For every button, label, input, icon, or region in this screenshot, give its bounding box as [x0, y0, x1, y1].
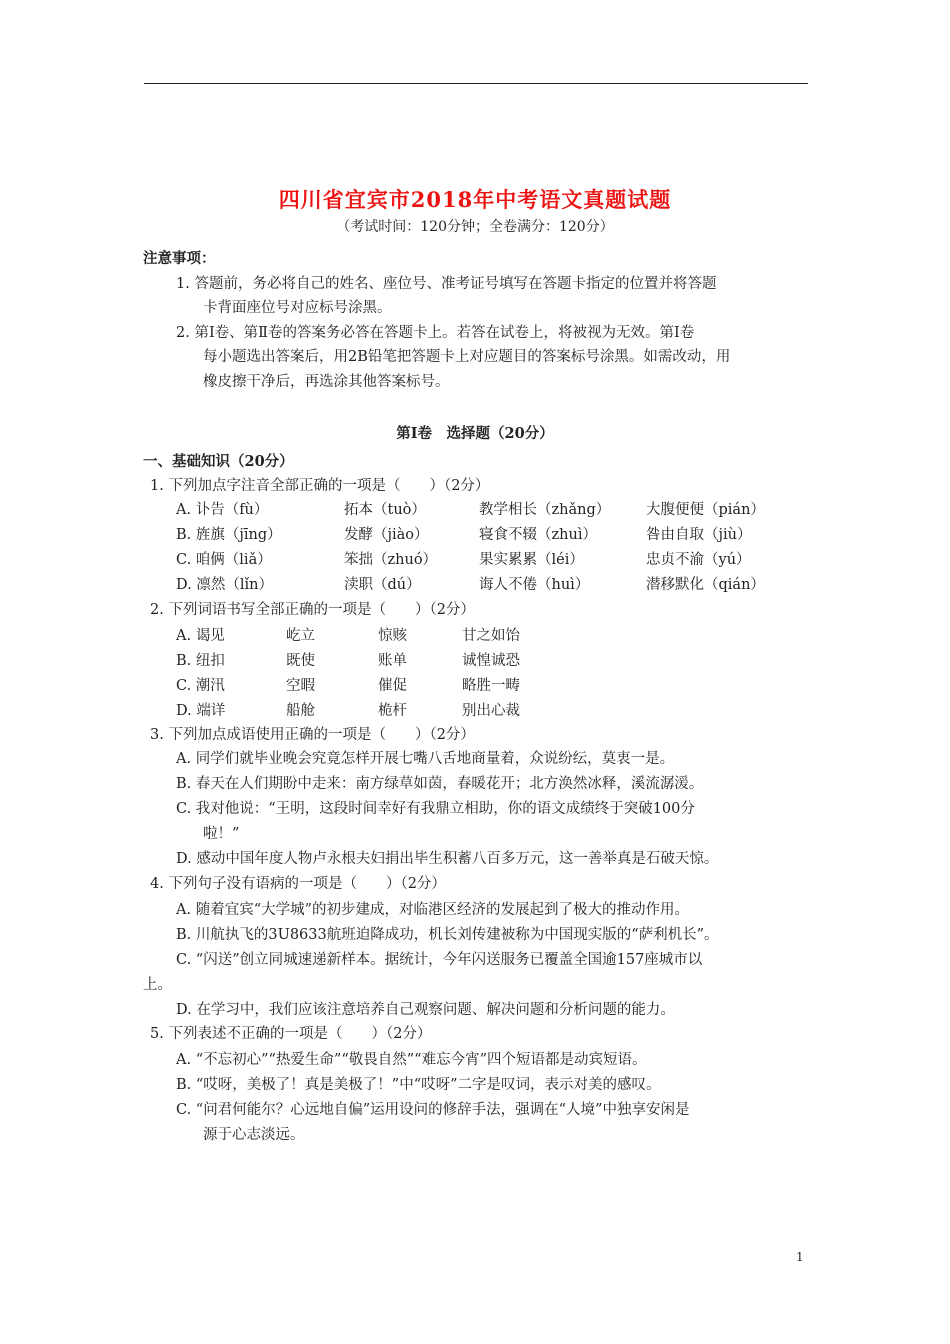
option-cell: 桅杆 [378, 703, 407, 719]
question-5-stem: 5. 下列表述不正确的一项是（ ）（2分） [150, 1026, 432, 1042]
notice-heading: 注意事项： [143, 250, 216, 267]
option-cell: 账单 [378, 653, 407, 669]
option-cell: 咎由自取（jiù） [646, 527, 752, 543]
option-cell: 寝食不辍（zhuì） [479, 527, 597, 543]
option-cell: 空暇 [286, 678, 315, 694]
option-cell: 略胜一畴 [462, 678, 520, 694]
part-heading: 一、基础知识（20分） [143, 453, 294, 470]
option-cell: B. 旌旗（jīng） [176, 527, 282, 543]
header-rule [144, 83, 808, 84]
option-cell: D. 凛然（lǐn） [176, 577, 273, 593]
question-4-option-b: B. 川航执飞的3U8633航班迫降成功，机长刘传建被称为中国现实版的“萨利机长”。 [176, 927, 719, 943]
option-cell: B. 纽扣 [176, 653, 225, 669]
question-4-option-c: C. “闪送”创立同城速递新样本。据统计，今年闪送服务已覆盖全国逾157座城市以 [176, 952, 703, 968]
option-cell: 船舱 [286, 703, 315, 719]
question-4-option-c-cont: 上。 [143, 977, 172, 993]
notice-line: 每小题选出答案后，用2B铅笔把答题卡上对应题目的答案标号涂黑。如需改动，用 [203, 349, 731, 365]
option-cell: 惊赅 [378, 628, 407, 644]
question-4-stem: 4. 下列句子没有语病的一项是（ ）（2分） [150, 876, 446, 892]
question-1-stem: 1. 下列加点字注音全部正确的一项是（ ）（2分） [150, 478, 490, 494]
page-number: 1 [796, 1250, 804, 1264]
option-cell: 屹立 [286, 628, 315, 644]
question-3-option-b: B. 春天在人们期盼中走来：南方绿草如茵，春暖花开；北方涣然冰释，溪流潺湲。 [176, 776, 704, 792]
option-cell: 别出心裁 [462, 703, 520, 719]
option-cell: 果实累累（léi） [479, 552, 584, 568]
question-3-option-c: C. 我对他说：“王明，这段时间幸好有我鼎立相助，你的语文成绩终于突破100分 [176, 801, 695, 817]
question-5-option-b: B. “哎呀，美极了！真是美极了！”中“哎呀”二字是叹词，表示对美的感叹。 [176, 1077, 661, 1093]
question-2-stem: 2. 下列词语书写全部正确的一项是（ ）（2分） [150, 602, 475, 618]
option-cell: 甘之如饴 [462, 628, 520, 644]
option-cell: 潜移默化（qián） [646, 577, 765, 593]
option-cell: 忠贞不渝（yú） [646, 552, 751, 568]
option-cell: C. 咱俩（liǎ） [176, 552, 272, 568]
option-cell: 大腹便便（pián） [646, 502, 765, 518]
question-3-stem: 3. 下列加点成语使用正确的一项是（ ）（2分） [150, 727, 475, 743]
notice-line: 橡皮擦干净后，再选涂其他答案标号。 [203, 374, 450, 390]
option-cell: 诲人不倦（huì） [479, 577, 590, 593]
option-cell: 既使 [286, 653, 315, 669]
option-cell: A. 谒见 [176, 628, 225, 644]
option-cell: 教学相长（zhǎng） [479, 502, 611, 518]
question-4-option-a: A. 随着宜宾“大学城”的初步建成，对临港区经济的发展起到了极大的推动作用。 [176, 902, 690, 918]
section-title: 第Ⅰ卷 选择题（20分） [396, 425, 554, 442]
option-cell: A. 讣告（fù） [176, 502, 269, 518]
option-cell: 拓本（tuò） [344, 502, 426, 518]
question-3-option-c-cont: 啦！” [203, 826, 240, 842]
notice-line: 2. 第Ⅰ卷、第Ⅱ卷的答案务必答在答题卡上。若答在试卷上，将被视为无效。第Ⅰ卷 [176, 325, 695, 341]
option-cell: 笨拙（zhuó） [344, 552, 438, 568]
question-3-option-d: D. 感动中国年度人物卢永根夫妇捐出毕生积蓄八百多万元，这一善举真是石破天惊。 [176, 851, 719, 867]
question-4-option-d: D. 在学习中，我们应该注意培养自己观察问题、解决问题和分析问题的能力。 [176, 1002, 675, 1018]
exam-subtitle: （考试时间：120分钟；全卷满分：120分） [336, 219, 614, 235]
question-5-option-a: A. “不忘初心”“热爱生命”“敬畏自然”“难忘今宵”四个短语都是动宾短语。 [176, 1052, 647, 1068]
option-cell: C. 潮汛 [176, 678, 225, 694]
notice-line: 1. 答题前，务必将自己的姓名、座位号、准考证号填写在答题卡指定的位置并将答题 [176, 276, 717, 292]
question-3-option-a: A. 同学们就毕业晚会究竟怎样开展七嘴八舌地商量着，众说纷纭，莫衷一是。 [176, 751, 675, 767]
option-cell: 诚惶诚恐 [462, 653, 520, 669]
exam-title: 四川省宜宾市2018年中考语文真题试题 [278, 187, 672, 212]
question-5-option-c: C. “问君何能尔？心远地自偏”运用设问的修辞手法，强调在“人境”中独享安闲是 [176, 1102, 690, 1118]
question-5-option-c-cont: 源于心志淡远。 [203, 1127, 305, 1143]
option-cell: D. 端详 [176, 703, 226, 719]
option-cell: 渎职（dú） [344, 577, 421, 593]
notice-line: 卡背面座位号对应标号涂黑。 [203, 300, 392, 316]
option-cell: 催促 [378, 678, 407, 694]
option-cell: 发酵（jiào） [344, 527, 429, 543]
